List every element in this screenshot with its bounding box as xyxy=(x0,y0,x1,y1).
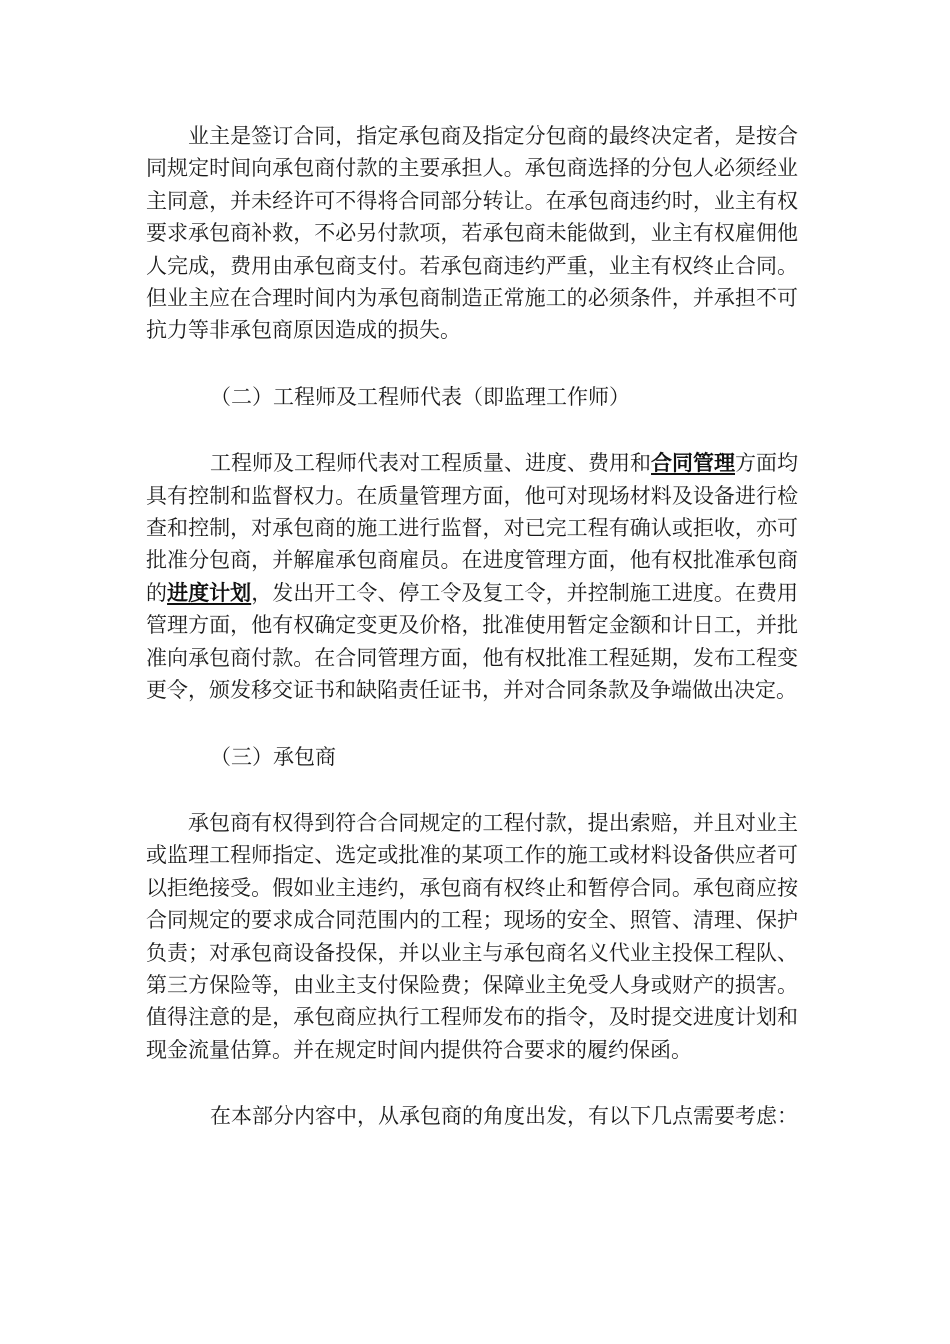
engineer-text-part3: ，发出开工令、停工令及复工令，并控制施工进度。在费用管理方面，他有权确定变更及价格，批准使用暂定金额和计日工，并批准向承包商付款。在合同管理方面，他有权批准工程延期，发布工程变更令，颁发移交证书和缺陷责任证书，并对合同条款及争端做出决定。 xyxy=(146,580,799,703)
schedule-plan-link[interactable]: 进度计划 xyxy=(167,579,252,605)
engineer-text-part1: 工程师及工程师代表对工程质量、进度、费用和 xyxy=(210,451,651,476)
engineer-paragraph xyxy=(146,447,798,706)
contractor-paragraph: 承包商有权得到符合合同规定的工程付款，提出索赔，并且对业主或监理工程师指定、选定或批准的某项工作的施工或材料设备供应者可以拒绝接受。假如业主违约，承包商有权终止和暂停合同。承包商应按合同规定的要求成合同范围内的工程；现场的安全、照管、清理、保护负责；对承包商设备投保，并以业主与承包商名义代业主投保工程队、第三方保险等，由业主支付保险费；保障业主免受人身或财产的损害。值得注意的是，承包商应执行工程师发布的指令，及时提交进度计划和现金流量估算。并在规定时间内提供符合要求的履约保函。 xyxy=(146,810,798,1062)
contract-management-link[interactable]: 合同管理 xyxy=(651,450,735,476)
document-page xyxy=(146,120,798,1133)
contractor-heading: （三）承包商 xyxy=(210,744,336,769)
closing-paragraph: 在本部分内容中，从承包商的角度出发，有以下几点需要考虑： xyxy=(210,1104,798,1129)
owner-paragraph: 业主是签订合同，指定承包商及指定分包商的最终决定者，是按合同规定时间向承包商付款的主要承担人。承包商选择的分包人必须经业主同意，并未经许可不得将合同部分转让。在承包商违约时，业主有权要求承包商补救，不必另付款项，若承包商未能做到，业主有权雇佣他人完成，费用由承包商支付。若承包商违约严重，业主有权终止合同。但业主应在合理时间内为承包商制造正常施工的必须条件，并承担不可抗力等非承包商原因造成的损失。 xyxy=(146,124,798,343)
engineer-text-part2: 方面均具有控制和监督权力。在质量管理方面，他可对现场材料及设备进行检查和控制，对承包商的施工进行监督，对已完工程有确认或拒收，亦可批准分包商，并解雇承包商雇员。在进度管理方面，他有权批准承包商的 xyxy=(146,451,798,605)
engineer-heading: （二）工程师及工程师代表（即监理工作师） xyxy=(210,384,630,409)
